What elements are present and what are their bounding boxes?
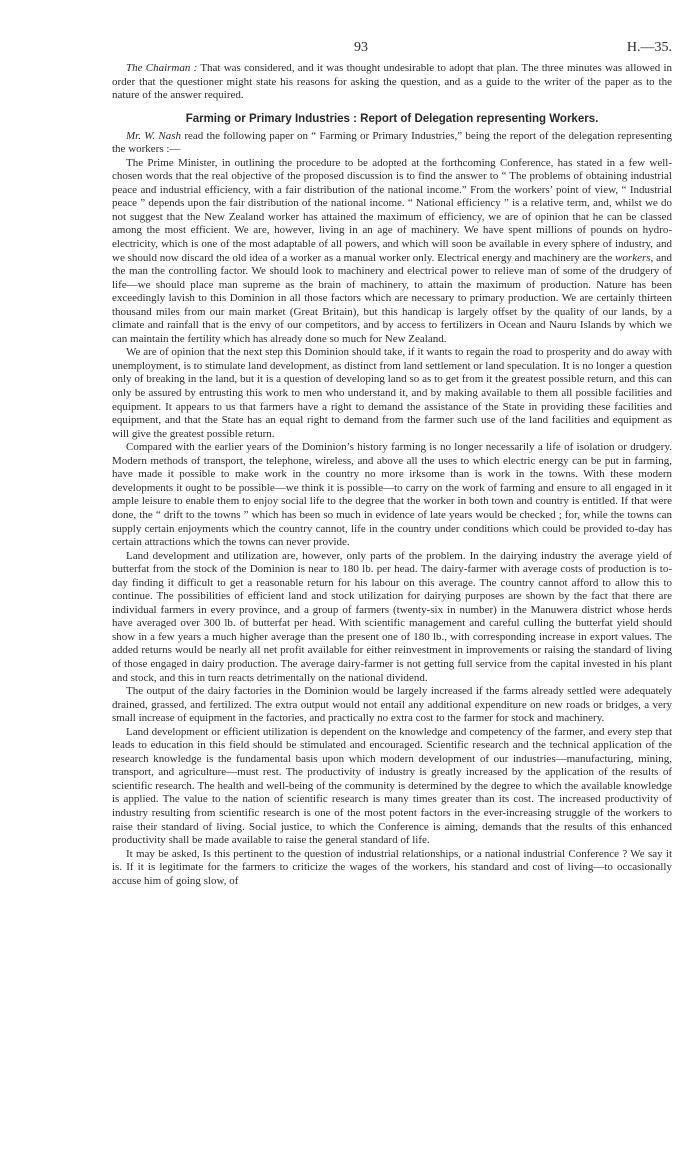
emphasis-text: workers bbox=[615, 251, 651, 264]
body-paragraph: We are of opinion that the next step this Dominion should take, if it wants to regain the road to prosperity and do away with unemployment, is to stimulate land development, as distinct from land settlement or land speculation. It is no longer a question only of breaking in the land, but it is a question of developing land so as to get from it the greatest possible return, and this can only be assured by entrusting this work to men who understand it, and by making available to them all possible facilities and equipment. It appears to us that farmers have a right to demand the assistance of the State in providing these facilities and equipment, and that the State has an equal right to demand from the farmer such use of the land facilities and equipment as will give the greatest possible return. bbox=[112, 346, 672, 440]
page-header bbox=[112, 40, 672, 62]
section-heading: Farming or Primary Industries : Report of Delegation representing Workers. bbox=[185, 112, 599, 125]
paragraph-text: That was considered, and it was thought undesirable to adopt that plan. The three minutes was allowed in order that the questioner might state his reasons for asking the question, and as a guide to the writer of the paper as to the nature of the answer required. bbox=[112, 62, 672, 102]
lead-paragraph bbox=[112, 130, 672, 157]
body-paragraph bbox=[112, 157, 672, 347]
body-paragraph: Land development or efficient utilization is dependent on the knowledge and competency of the farmer, and every step that leads to education in this field should be stimulated and encouraged. Scientific research and the technical application of the research knowledge is the fundamental basis upon which modern development of our industries—manufacturing, mining, transport, and agriculture—must rest. The productivity of industry is greatly increased by the application of the results of scientific research. The health and well-being of the community is determined by the degree to which the available knowledge is applied. The value to the nation of scientific research is many times greater than its cost. The increased productivity of industry resulting from scientific research is one of the most potent factors in the ever-increasing struggle of the workers to raise their standard of living. Social justice, to which the Conference is aiming, demands that the results of this enhanced productivity shall be made available to raise the general standard of life. bbox=[112, 725, 672, 847]
intro-paragraph bbox=[112, 62, 672, 103]
body-paragraph: The output of the dairy factories in the Dominion would be largely increased if the farms already settled were adequately drained, grassed, and fertilized. The extra output would not entail any additional expenditure on new roads or bridges, a very small increase of equipment in the factories, and practically no extra cost to the farmer for stock and machinery. bbox=[112, 685, 672, 725]
paragraph-text: The Prime Minister, in outlining the procedure to be adopted at the forthcoming Conference, has stated in a few well-chosen words that the real objective of the proposed discussion is to find the answer to “ The problems of obtaining industrial peace and industrial efficiency, with a fair distribution of the national income.” From the workers’ point of view, “ Industrial peace ” depends upon the fair distribution of the national income. “ National efficiency ” is a relative term, and, whilst we do not suggest that the New Zealand worker has attained the maximum of efficiency, we are of opinion that he can be classed among the most efficient. We are, however, living in an age of machinery. We have spent millions of pounds on hydro-electricity, which is one of the most adaptable of all powers, and which will soon be available in every sphere of industry, and we should now discard the old idea of a worker as a manual worker only. Electrical energy and machinery are the bbox=[112, 156, 672, 264]
body-paragraph: Land development and utilization are, however, only parts of the problem. In the dairying industry the average yield of butterfat from the stock of the Dominion is near to 180 lb. per head. The dairy-farmer with average costs of production is to-day finding it difficult to get a reasonable return for his labour on this average. The country cannot afford to allow this to continue. The possibilities of efficient land and stock utilization for dairying purposes are shown by the fact that there are individual farmers in every province, and a group of farmers (twenty-six in number) in the Manuwera district whose herds have averaged over 300 lb. of butterfat per head. With scientific management and careful culling the butterfat yield should show in a few years a much higher average than the present one of 180 lb., with corresponding increase in export values. The added returns would be nearly all net profit available for either reinvestment in improvements or raising the standard of living of those engaged in dairy production. The average dairy-farmer is not getting full service from the capital invested in his plant and stock, and this in turn reacts detrimentally on the national dividend. bbox=[112, 549, 672, 684]
body-paragraph: It may be asked, Is this pertinent to the question of industrial relationships, or a national industrial Conference ? We say it is. If it is legitimate for the farmers to criticize the wages of the workers, his standard and cost of living—to occasionally accuse him of going slow, of bbox=[112, 847, 672, 887]
document-page bbox=[112, 40, 672, 888]
speaker-name: The Chairman : bbox=[126, 62, 198, 74]
page-number: 93 bbox=[354, 40, 368, 55]
body-paragraph: Compared with the earlier years of the Dominion’s history farming is no longer necessarily a life of isolation or drudgery. Modern methods of transport, the telephone, wireless, and above all the uses to which electric energy can be put in farming, have made it possible to make work in the country no more irksome than is work in the towns. With these modern developments it ought to be possible—we think it is possible—to carry on the work of farming and ensure to all engaged in it ample leisure to enable them to enjoy social life to the degree that the worker in both town and country is entitled. If that were done, the “ drift to the towns ” which has been so much in evidence of late years would be checked ; for, while the towns can supply certain enjoyments which the country cannot, life in the country under conditions which could be provided to-day has certain attractions which the towns can never provide. bbox=[112, 441, 672, 549]
document-reference: H.—35. bbox=[626, 40, 672, 55]
paragraph-text: read the following paper on “ Farming or Primary Industries,” being the report of the delegation representing the workers :— bbox=[112, 129, 672, 156]
document-body bbox=[112, 62, 672, 888]
paragraph-text: , and the man the controlling factor. We should look to machinery and electrical power to relieve man of some of the drudgery of life—we should place man supreme as the brain of machinery, to attain the maximum of production. Nature has been exceedingly lavish to this Dominion in all those factors which are necessary to primary production. We are certainly thirteen thousand miles from our main market (Great Britain), but this handicap is largely offset by the quality of our lands, by a climate and rainfall that is the envy of our competitors, and by access to fertilizers in Ocean and Nauru Islands by which we can maintain the fertility which has already done so much for New Zealand. bbox=[112, 251, 672, 345]
speaker-name: Mr. W. Nash bbox=[126, 129, 182, 142]
